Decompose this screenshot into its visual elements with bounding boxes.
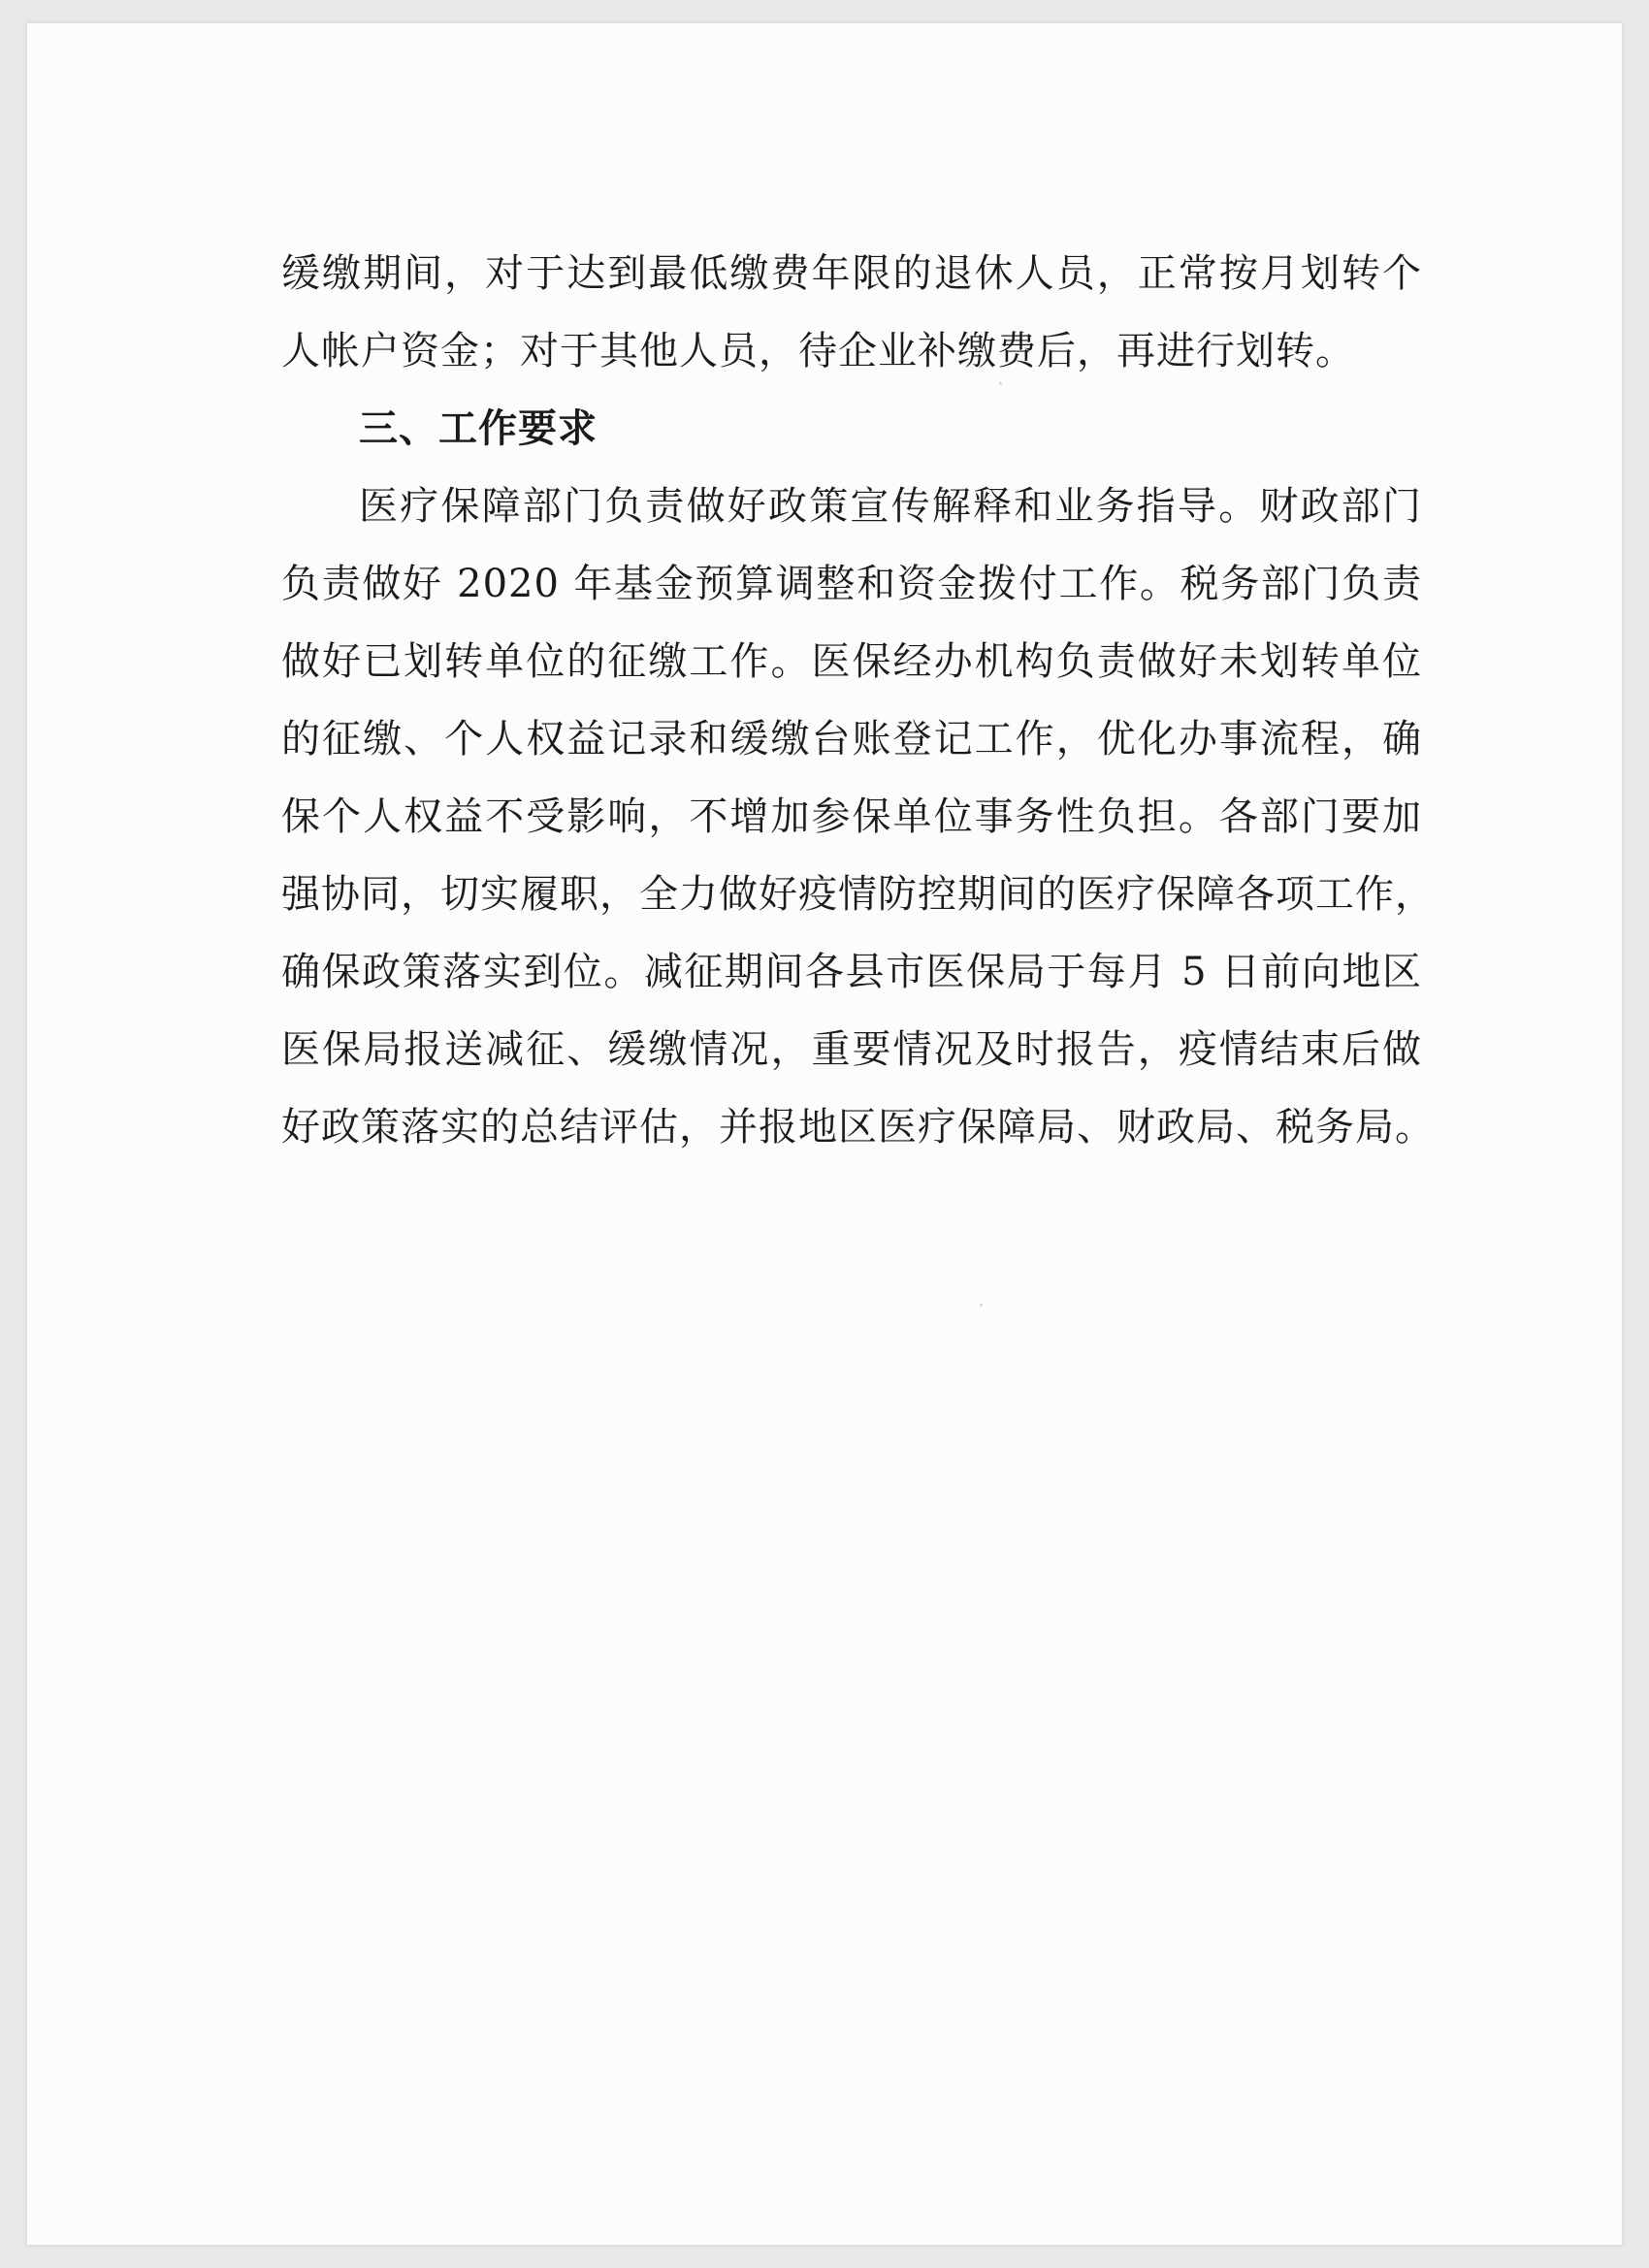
document-body xyxy=(281,235,1435,1166)
body-line-1: 缓缴期间，对于达到最低缴费年限的退休人员，正常按月划转个 xyxy=(281,251,1422,296)
paragraph-line-6: 强协同，切实履职，全力做好疫情防控期间的医疗保障各项工作， xyxy=(281,872,1435,917)
body-line-2: 人帐户资金；对于其他人员，待企业补缴费后，再进行划转。 xyxy=(281,329,1355,373)
paragraph-line-4: 的征缴、个人权益记录和缓缴台账登记工作，优化办事流程，确 xyxy=(281,717,1422,761)
paragraph-line-3: 做好已划转单位的征缴工作。医保经办机构负责做好未划转单位 xyxy=(281,639,1422,684)
paragraph-line-7: 确保政策落实到位。减征期间各县市医保局于每月 5 日前向地区 xyxy=(281,950,1422,994)
paragraph-line-2: 负责做好 2020 年基金预算调整和资金拨付工作。税务部门负责 xyxy=(281,562,1422,606)
document-page xyxy=(27,23,1622,2245)
paragraph-line-5: 保个人权益不受影响，不增加参保单位事务性负担。各部门要加 xyxy=(281,794,1422,839)
paragraph-line-8: 医保局报送减征、缓缴情况，重要情况及时报告，疫情结束后做 xyxy=(281,1027,1422,1072)
scan-artifact: · xyxy=(997,373,1004,397)
scan-artifact: · xyxy=(978,1294,985,1318)
paragraph-line-9: 好政策落实的总结评估，并报地区医疗保障局、财政局、税务局。 xyxy=(281,1105,1435,1150)
section-heading: 三、工作要求 xyxy=(359,406,598,451)
paragraph-line-1: 医疗保障部门负责做好政策宣传解释和业务指导。财政部门 xyxy=(359,484,1422,529)
